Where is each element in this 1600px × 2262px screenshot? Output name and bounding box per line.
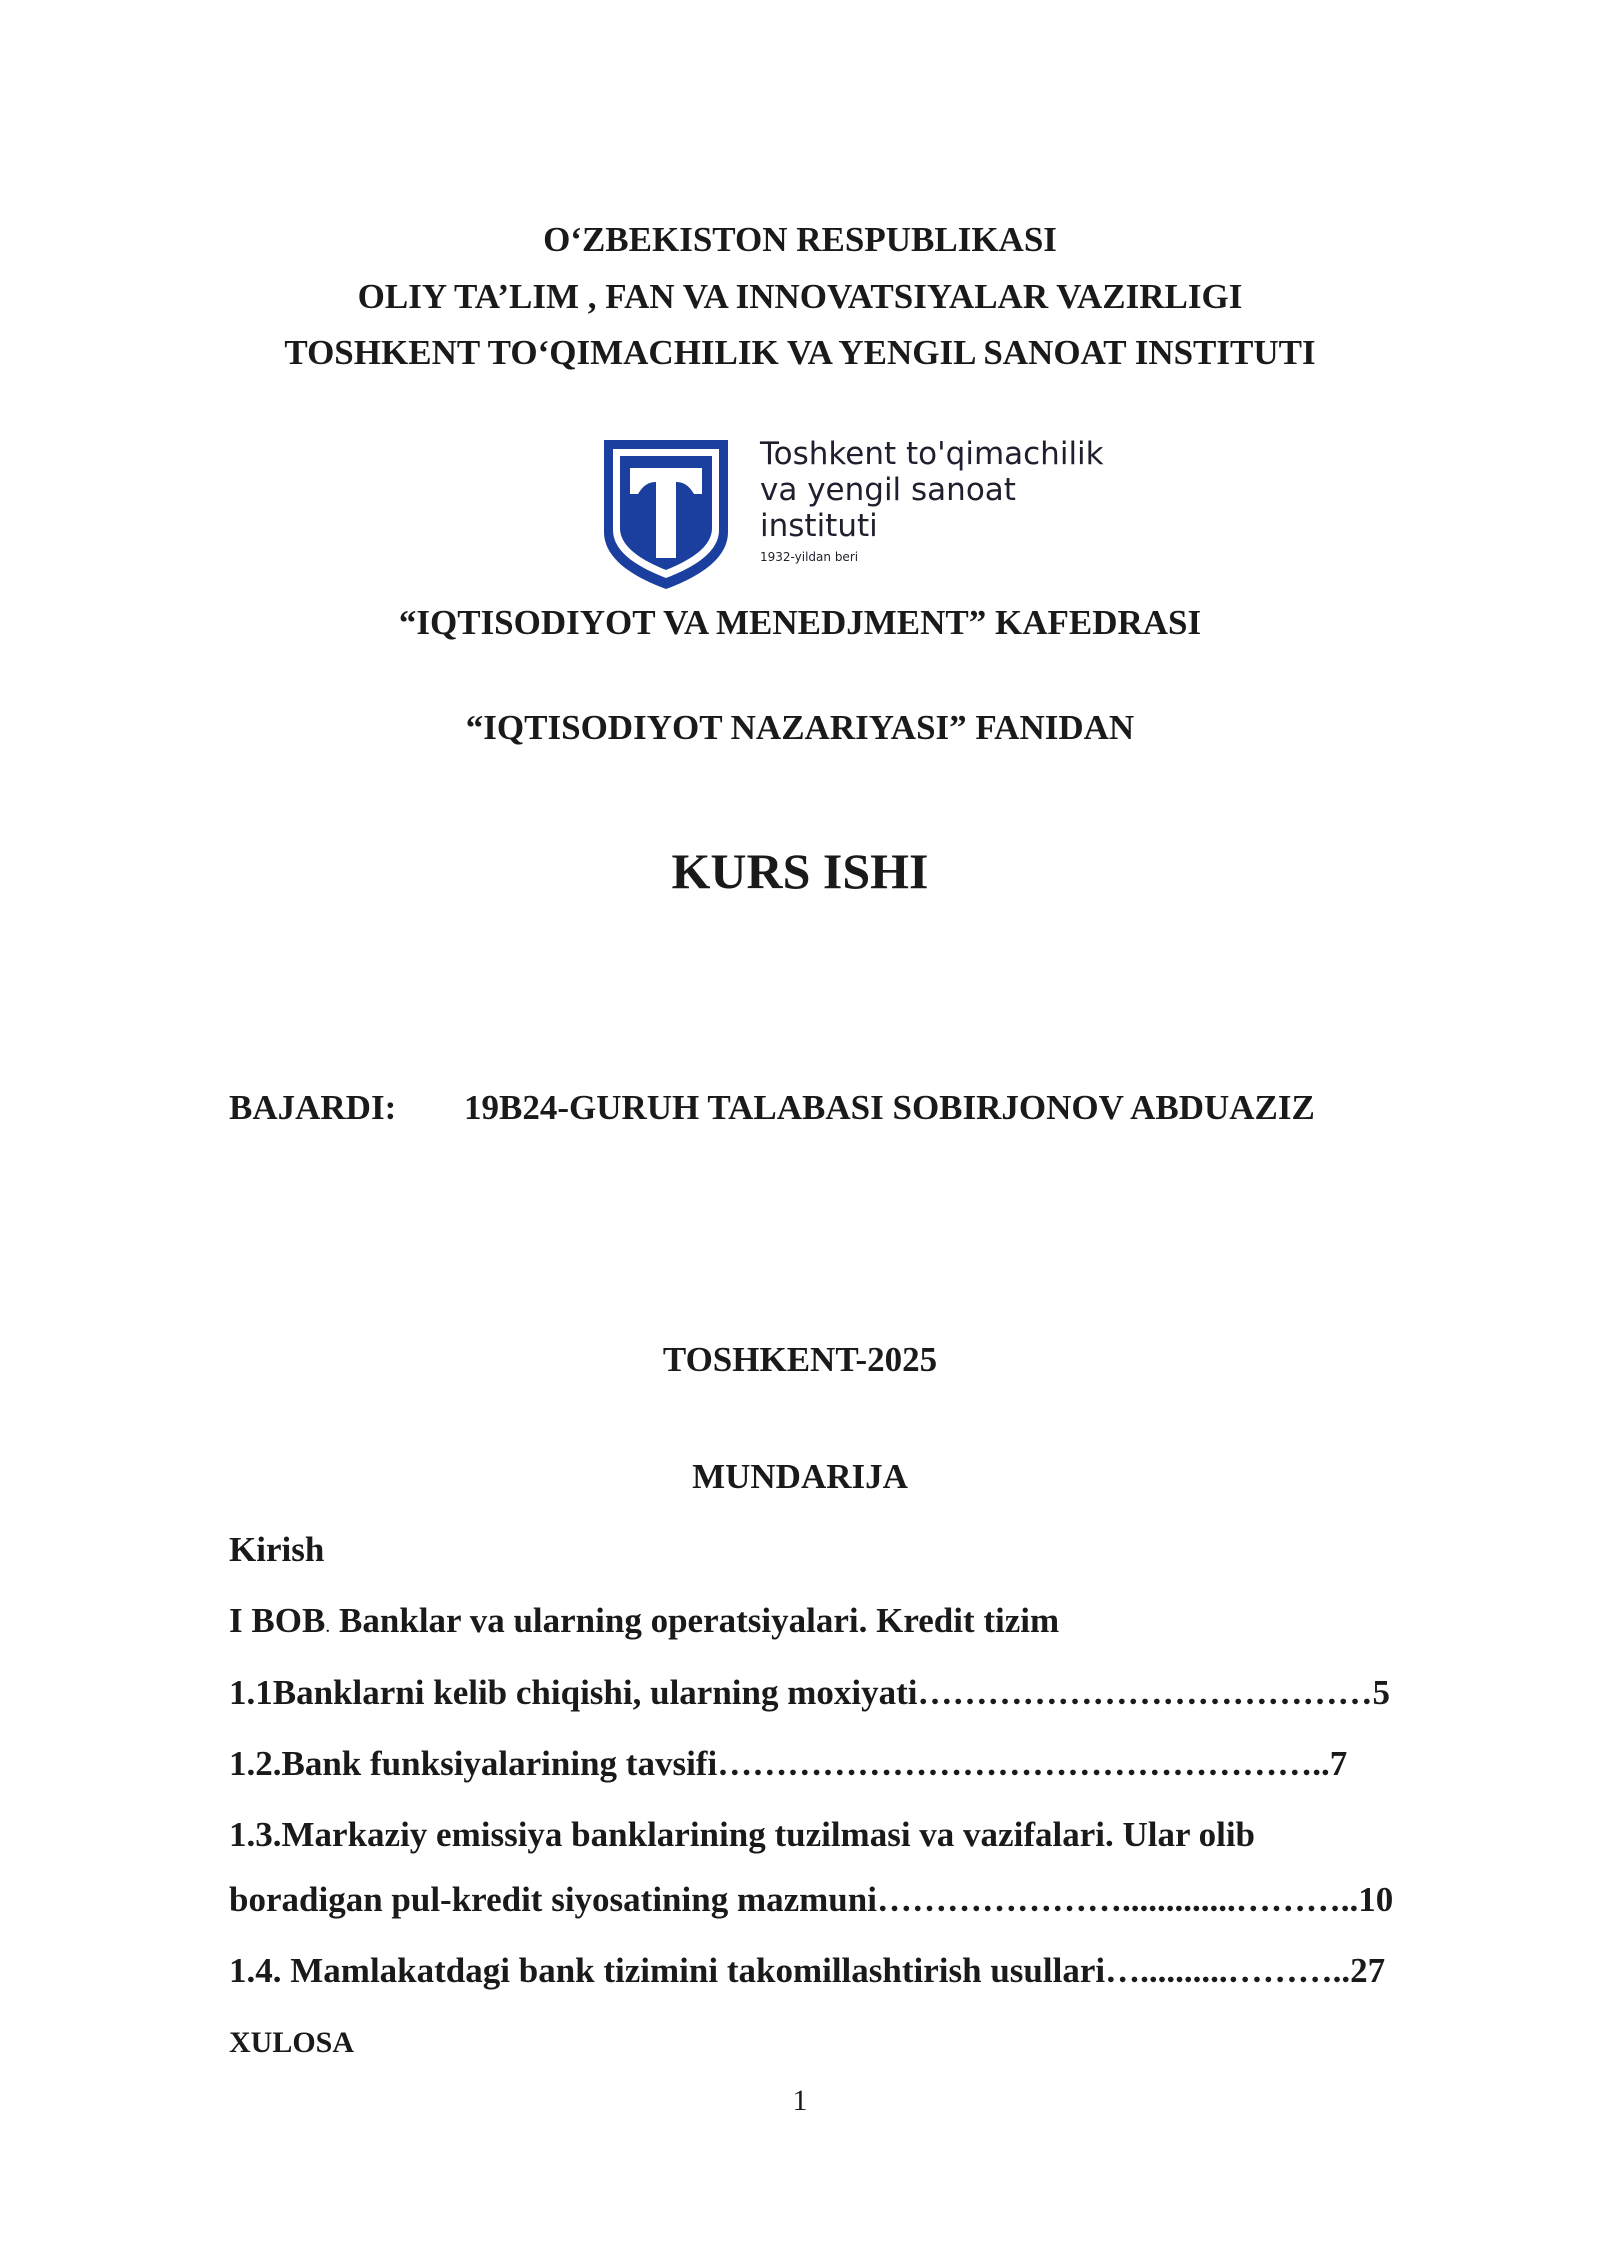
toc-chapter-dot: . [325, 1615, 331, 1637]
toc-chapter-prefix: I BOB [229, 1601, 326, 1640]
toc-chapter-title: Banklar va ularning operatsiyalari. Kredit tizim [330, 1601, 1060, 1640]
author-value: 19B24-GURUH TALABASI SOBIRJONOV ABDUAZIZ [464, 1088, 1315, 1127]
header-institute: TOSHKENT TO‘QIMACHILIK VA YENGIL SANOAT INSTITUTI [284, 333, 1316, 372]
toc-item: boradigan pul-kredit siyosatining mazmuni………………….............………..10 [229, 1880, 1394, 1919]
toc-item: 1.1Banklarni kelib chiqishi, ularning moxiyati…………………………………5 [229, 1673, 1390, 1712]
toc-conclusion: XULOSA [229, 2026, 355, 2059]
toc-item: 1.4. Mamlakatdagi bank tizimini takomillashtirish usullari…..........………..27 [229, 1951, 1386, 1990]
logo-line-1: Toshkent to'qimachilik [760, 436, 1104, 472]
document-type-title: KURS ISHI [671, 843, 929, 899]
toc-intro: Kirish [229, 1530, 325, 1569]
toc-item: 1.2.Bank funksiyalarining tavsifi……………………………………………..7 [229, 1744, 1348, 1783]
header-country: O‘ZBEKISTON RESPUBLIKASI [543, 220, 1057, 259]
logo-line-2: va yengil sanoat [760, 472, 1016, 508]
city-year: TOSHKENT-2025 [662, 1340, 938, 1379]
toc-title: MUNDARIJA [692, 1457, 908, 1496]
institute-shield-logo-icon [600, 436, 732, 591]
logo-line-3: instituti [760, 508, 878, 544]
page-number: 1 [792, 2084, 808, 2117]
author-label: BAJARDI: [229, 1088, 397, 1127]
toc-chapter [229, 1601, 1059, 1641]
subject-title: “IQTISODIYOT NAZARIYASI” FANIDAN [465, 708, 1135, 747]
department-title: “IQTISODIYOT VA MENEDJMENT” KAFEDRASI [398, 603, 1202, 642]
header-ministry: OLIY TA’LIM , FAN VA INNOVATSIYALAR VAZIRLIGI [357, 277, 1243, 316]
logo-since: 1932-yildan beri [760, 550, 859, 564]
toc-item: 1.3.Markaziy emissiya banklarining tuzilmasi va vazifalari. Ular olib [229, 1815, 1256, 1854]
institute-logo [600, 436, 1160, 596]
logo-wordmark [760, 436, 1104, 566]
